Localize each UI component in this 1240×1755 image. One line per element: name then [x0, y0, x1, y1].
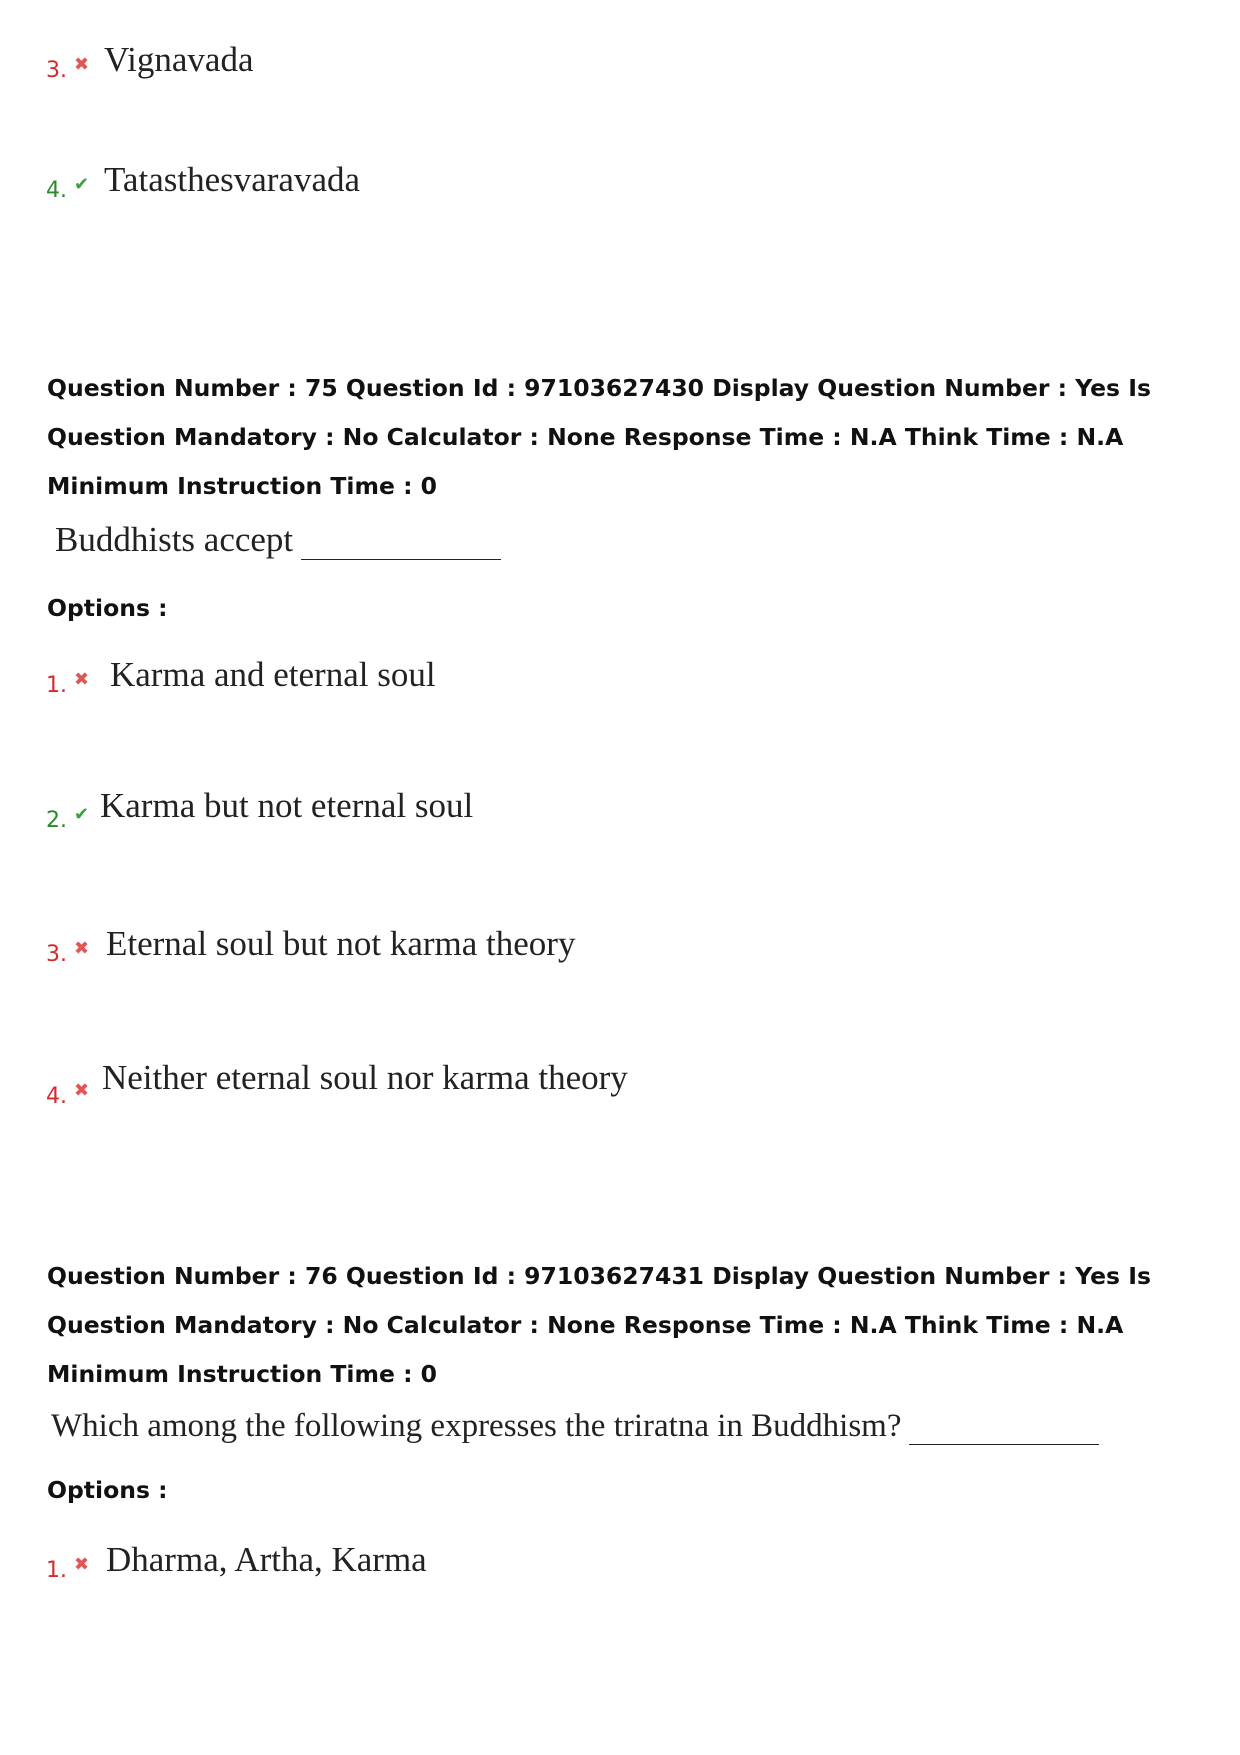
option-text: Tatasthesvaravada: [104, 160, 361, 199]
option-number: 3.: [46, 942, 67, 967]
cross-icon: ✖: [74, 669, 90, 690]
cross-icon: ✖: [74, 1554, 90, 1575]
option-row: [46, 655, 436, 698]
answer-blank: [301, 529, 501, 560]
option-row: [46, 924, 575, 967]
question-stem-text: Buddhists accept: [55, 520, 294, 559]
cross-icon: ✖: [74, 938, 90, 959]
option-text: Vignavada: [104, 40, 254, 79]
option-number: 4.: [46, 1084, 67, 1109]
option-number: 3.: [46, 58, 67, 83]
cross-icon: ✖: [74, 1080, 90, 1101]
check-icon: ✔: [74, 174, 90, 195]
question-stem-text: Which among the following expresses the triratna in Buddhism?: [51, 1408, 902, 1444]
option-text: Karma but not eternal soul: [100, 786, 474, 825]
option-row: [46, 1058, 628, 1109]
option-text: Neither eternal soul nor karma theory: [102, 1058, 628, 1097]
option-number: 1.: [46, 673, 67, 698]
option-number: 2.: [46, 808, 67, 833]
question-stem: [51, 1408, 1099, 1445]
question-stem: [55, 520, 501, 560]
options-label: Options :: [47, 1476, 168, 1504]
option-text: Eternal soul but not karma theory: [106, 924, 576, 963]
option-row: [46, 40, 254, 83]
check-icon: ✔: [74, 804, 90, 825]
question-header: Question Number : 75 Question Id : 97103627430 Display Question Number : Yes Is Question Mandatory : No Calculator : None Response Time : N.A Think Time : N.A Minimum Instruction Time : 0: [47, 374, 1151, 500]
option-number: 1.: [46, 1558, 67, 1583]
question-header: Question Number : 76 Question Id : 97103627431 Display Question Number : Yes Is Question Mandatory : No Calculator : None Response Time : N.A Think Time : N.A Minimum Instruction Time : 0: [47, 1262, 1151, 1388]
option-text: Dharma, Artha, Karma: [106, 1540, 427, 1579]
option-row: [46, 1540, 427, 1583]
option-text: Karma and eternal soul: [110, 655, 436, 694]
option-row: [46, 786, 474, 833]
option-number: 4.: [46, 178, 67, 203]
option-row: [46, 160, 360, 203]
cross-icon: ✖: [74, 54, 90, 75]
options-label: Options :: [47, 594, 168, 622]
answer-blank: [909, 1414, 1099, 1445]
